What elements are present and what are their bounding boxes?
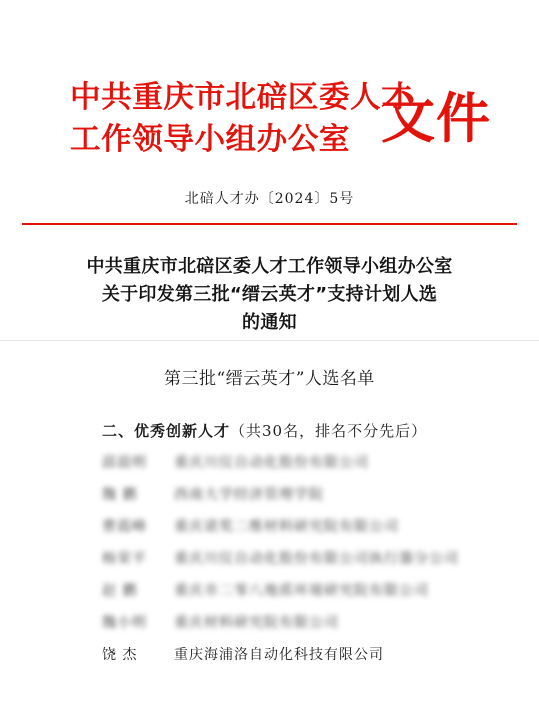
- person-organization: 重庆市二零八地质环境研究院有限公司: [174, 583, 429, 599]
- person-organization: 重庆川仪自动化股份有限公司执行器分公司: [174, 551, 459, 567]
- section-heading-note: （共30名，排名不分先后）: [230, 422, 428, 440]
- list-title: 第三批“缙云英才”人选名单: [164, 369, 375, 389]
- letterhead-org-line-1: 中共重庆市北碚区委人才: [70, 80, 413, 115]
- notice-title-line-3: 的通知: [242, 312, 297, 333]
- person-organization: 重庆海浦洛自动化科技有限公司: [174, 647, 384, 663]
- letterhead-org-line-2: 工作领导小组办公室: [70, 122, 350, 157]
- person-name: 魏 鹏: [102, 487, 138, 503]
- person-name: 魏小明: [102, 615, 147, 631]
- person-name: 杨荣平: [102, 551, 147, 567]
- person-name: 曹霞峰: [102, 519, 147, 535]
- notice-title-line-1: 中共重庆市北碚区委人才工作领导小组办公室: [86, 256, 453, 277]
- person-organization: 重庆诺奖二维材料研究院有限公司: [174, 519, 399, 535]
- person-organization: 重庆川仪自动化股份有限公司: [174, 455, 369, 471]
- section-heading: [102, 420, 427, 441]
- page-break-divider: [0, 340, 539, 341]
- red-separator-line: [22, 223, 517, 225]
- person-organization: 西南大学经济管理学院: [174, 487, 324, 503]
- person-name: 饶 杰: [102, 647, 138, 663]
- section-heading-label: 二、优秀创新人才: [102, 422, 231, 440]
- person-name: 赵 鹏: [102, 583, 138, 599]
- notice-title-line-2: 关于印发第三批“缙云英才”支持计划人选: [101, 284, 438, 305]
- red-letterhead: [0, 62, 539, 172]
- letterhead-document-word: 文件: [381, 87, 491, 150]
- person-name: 邱晨明: [102, 455, 147, 471]
- person-organization: 重庆材料研究院有限公司: [174, 615, 339, 631]
- document-number: 北碚人才办〔2024〕5号: [184, 191, 355, 207]
